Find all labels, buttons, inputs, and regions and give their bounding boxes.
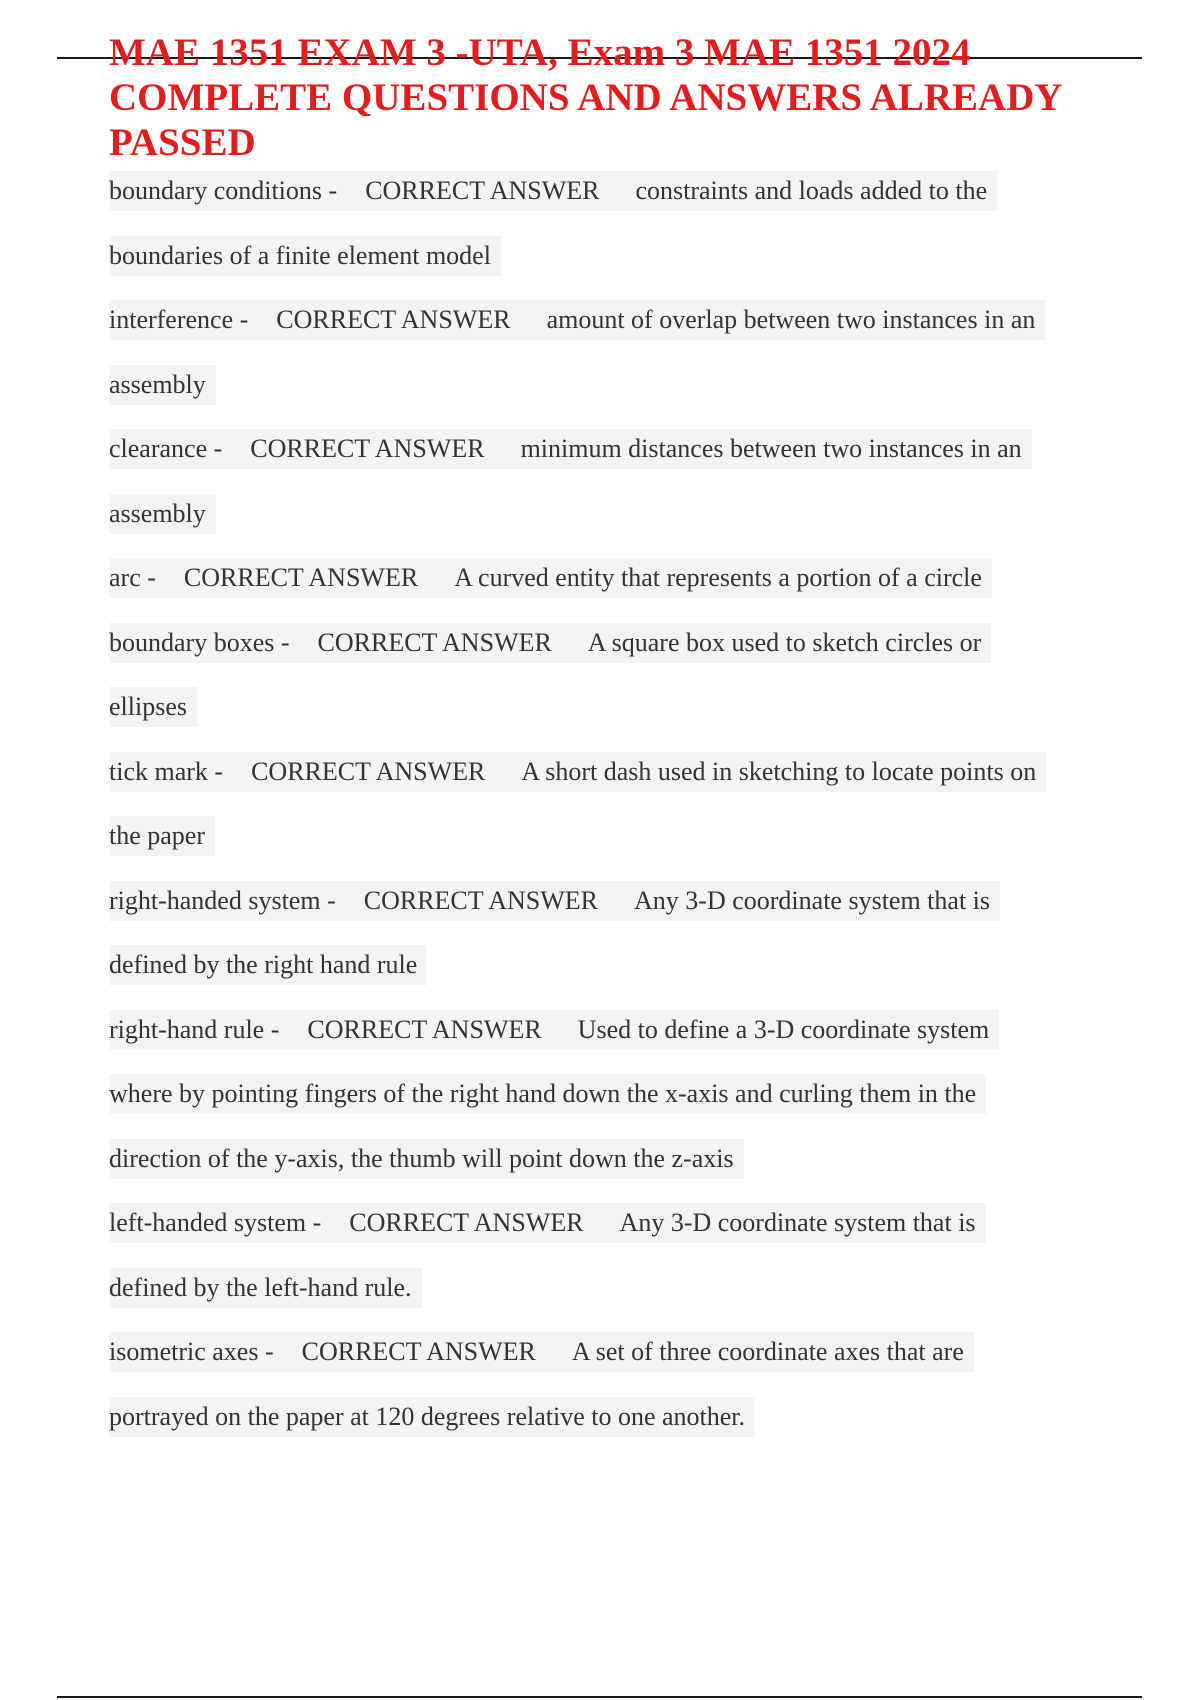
entry-definition: minimum distances between two instances in an [520,434,1022,463]
entry-definition-cont: assembly [109,365,216,405]
entry-definition-cont: where by pointing fingers of the right hand down the x-axis and curling them in the [109,1074,986,1114]
entry-definition-cont: defined by the right hand rule [109,945,427,985]
entry-term: left-handed system - [109,1208,322,1237]
entry-definition-cont: ellipses [109,687,197,727]
entry-definition: A curved entity that represents a portion of a circle [454,563,982,592]
entry-definition: Any 3-D coordinate system that is [619,1208,976,1237]
entry-definition-cont: assembly [109,494,216,534]
qa-entry [109,429,1149,558]
document-title: MAE 1351 EXAM 3 -UTA, Exam 3 MAE 1351 2024 COMPLETE QUESTIONS AND ANSWERS ALREADY PASSED [109,31,1062,164]
qa-entry [109,752,1149,881]
entry-term: arc - [109,563,156,592]
qa-list [109,171,1149,1461]
qa-entry [109,1203,1149,1332]
qa-entry [109,881,1149,1010]
entry-definition-cont: boundaries of a finite element model [109,236,501,276]
answer-label: CORRECT ANSWER [301,1337,536,1366]
qa-entry [109,1010,1149,1204]
entry-definition: constraints and loads added to the [635,176,988,205]
entry-definition: A square box used to sketch circles or [587,627,982,657]
entry-term: isometric axes - [109,1337,274,1366]
answer-label: CORRECT ANSWER [251,756,486,786]
answer-label: CORRECT ANSWER [276,305,511,334]
answer-label: CORRECT ANSWER [363,885,599,915]
entry-definition-cont: the paper [109,816,215,856]
entry-definition: A set of three coordinate axes that are [571,1337,964,1366]
qa-entry [109,1332,1149,1461]
answer-label: CORRECT ANSWER [250,434,485,463]
entry-definition-cont: portrayed on the paper at 120 degrees relative to one another. [109,1397,755,1437]
answer-label: CORRECT ANSWER [365,176,600,205]
entry-term: tick mark - [109,756,224,786]
entry-term: clearance - [109,434,223,463]
entry-term: interference - [109,305,249,334]
entry-term: boundary boxes - [109,627,290,657]
answer-label: CORRECT ANSWER [317,627,552,657]
entry-term: right-hand rule - [109,1014,280,1044]
entry-definition: A short dash used in sketching to locate points on [521,756,1037,786]
answer-label: CORRECT ANSWER [349,1208,584,1237]
entry-definition-cont: defined by the left-hand rule. [109,1268,422,1308]
entry-definition-cont: direction of the y-axis, the thumb will point down the z-axis [109,1139,744,1179]
entry-term: boundary conditions - [109,176,338,205]
answer-label: CORRECT ANSWER [183,563,419,592]
answer-label: CORRECT ANSWER [307,1014,542,1044]
qa-entry [109,171,1149,300]
entry-term: right-handed system - [109,885,336,915]
footer-rule [57,1696,1142,1698]
qa-entry [109,300,1149,429]
qa-entry [109,623,1149,752]
entry-definition: Any 3-D coordinate system that is [634,885,991,915]
entry-definition: amount of overlap between two instances in an [546,305,1036,334]
qa-entry [109,558,1149,623]
entry-definition: Used to define a 3-D coordinate system [577,1014,990,1044]
